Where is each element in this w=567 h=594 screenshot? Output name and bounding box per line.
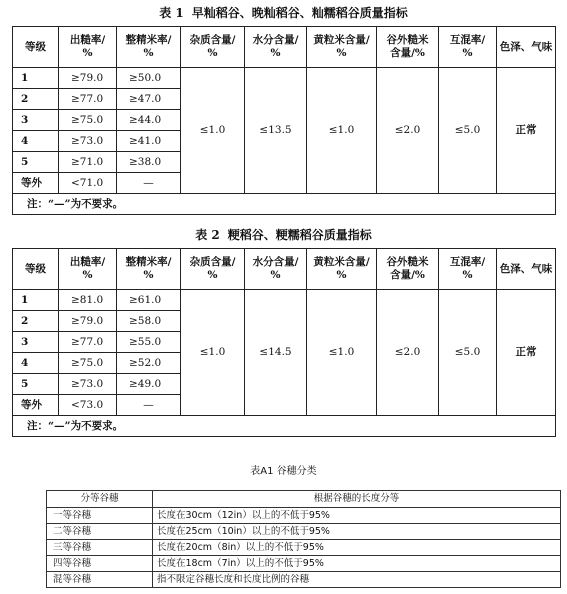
grade-cell: 5: [13, 152, 59, 173]
grade-cell: 等外: [13, 173, 59, 194]
header-mix-rate: 互混率/ %: [439, 249, 497, 290]
header-head-rice-rate: 整精米率/ %: [117, 27, 181, 68]
table2-quality-indicators: [12, 248, 556, 437]
header-head-rice-rate: 整精米率/ %: [117, 249, 181, 290]
panicle-criteria-cell: 长度在20cm（8in）以上的不低于95%: [153, 540, 561, 556]
tableA1-panicle-classification: [46, 490, 561, 588]
header-moisture: 水分含量/ %: [245, 249, 307, 290]
header-mix-rate: 互混率/ %: [439, 27, 497, 68]
moisture-cell: ≤13.5: [245, 68, 307, 194]
color-odor-cell: 正常: [497, 290, 556, 416]
grade-cell: 2: [13, 311, 59, 332]
table1-caption-text: 早籼稻谷、晚籼稻谷、籼糯稻谷质量指标: [191, 6, 408, 20]
brown-rice-outside-cell: ≤2.0: [377, 290, 439, 416]
grade-cell: 1: [13, 68, 59, 89]
yellow-grain-cell: ≤1.0: [307, 290, 377, 416]
brown-rice-outside-cell: ≤2.0: [377, 68, 439, 194]
rough-rice-cell: <71.0: [59, 173, 117, 194]
head-rice-cell: ≥55.0: [117, 332, 181, 353]
header-yellow-grain: 黄粒米含量/ %: [307, 249, 377, 290]
table2-note: 注：“—”为不要求。: [13, 416, 556, 437]
header-grade: 等级: [13, 27, 59, 68]
head-rice-cell: ≥58.0: [117, 311, 181, 332]
moisture-cell: ≤14.5: [245, 290, 307, 416]
table-row: [47, 508, 561, 524]
header-yellow-grain: 黄粒米含量/ %: [307, 27, 377, 68]
table2-caption-number: 表 2: [195, 228, 220, 242]
rough-rice-cell: <73.0: [59, 395, 117, 416]
header-grade: 等级: [13, 249, 59, 290]
table2-caption-text: 粳稻谷、粳糯稻谷质量指标: [227, 228, 372, 242]
rough-rice-cell: ≥81.0: [59, 290, 117, 311]
mix-rate-cell: ≤5.0: [439, 68, 497, 194]
tableA1-header-row: [47, 491, 561, 508]
grade-cell: 3: [13, 332, 59, 353]
table1-caption-number: 表 1: [159, 6, 184, 20]
head-rice-cell: ≥47.0: [117, 89, 181, 110]
table-row: [47, 556, 561, 572]
impurity-cell: ≤1.0: [181, 68, 245, 194]
panicle-grade-cell: 一等谷穗: [47, 508, 153, 524]
panicle-criteria-cell: 长度在18cm（7in）以上的不低于95%: [153, 556, 561, 572]
header-impurity: 杂质含量/ %: [181, 249, 245, 290]
grade-cell: 4: [13, 131, 59, 152]
panicle-grade-cell: 混等谷穗: [47, 572, 153, 588]
table2-note-row: [13, 416, 556, 437]
panicle-grade-cell: 二等谷穗: [47, 524, 153, 540]
header-color-odor: 色泽、气味: [497, 27, 556, 68]
head-rice-cell: ≥50.0: [117, 68, 181, 89]
rough-rice-cell: ≥77.0: [59, 332, 117, 353]
table1-note-row: [13, 194, 556, 215]
rough-rice-cell: ≥75.0: [59, 110, 117, 131]
mix-rate-cell: ≤5.0: [439, 290, 497, 416]
grade-cell: 2: [13, 89, 59, 110]
head-rice-cell: ≥41.0: [117, 131, 181, 152]
grade-cell: 5: [13, 374, 59, 395]
table-row: [13, 68, 556, 89]
panicle-grade-cell: 四等谷穗: [47, 556, 153, 572]
tableA1-caption: 表A1 谷穗分类: [250, 466, 317, 477]
grade-cell: 等外: [13, 395, 59, 416]
rough-rice-cell: ≥77.0: [59, 89, 117, 110]
color-odor-cell: 正常: [497, 68, 556, 194]
head-rice-cell: —: [117, 173, 181, 194]
rough-rice-cell: ≥79.0: [59, 311, 117, 332]
head-rice-cell: ≥38.0: [117, 152, 181, 173]
head-rice-cell: ≥52.0: [117, 353, 181, 374]
header-rough-rice-rate: 出糙率/ %: [59, 27, 117, 68]
table-row: [47, 524, 561, 540]
header-rough-rice-rate: 出糙率/ %: [59, 249, 117, 290]
table1-header-row: [13, 27, 556, 68]
header-brown-rice-outside: 谷外糙米 含量/%: [377, 27, 439, 68]
head-rice-cell: —: [117, 395, 181, 416]
table-row: [47, 572, 561, 588]
table1-quality-indicators: [12, 26, 556, 215]
table-row: [13, 290, 556, 311]
rough-rice-cell: ≥73.0: [59, 131, 117, 152]
head-rice-cell: ≥61.0: [117, 290, 181, 311]
rough-rice-cell: ≥73.0: [59, 374, 117, 395]
tableA1-header-criteria: 根据谷穗的长度分等: [153, 491, 561, 508]
panicle-criteria-cell: 长度在25cm（10in）以上的不低于95%: [153, 524, 561, 540]
table2-header-row: [13, 249, 556, 290]
yellow-grain-cell: ≤1.0: [307, 68, 377, 194]
rough-rice-cell: ≥75.0: [59, 353, 117, 374]
grade-cell: 1: [13, 290, 59, 311]
head-rice-cell: ≥49.0: [117, 374, 181, 395]
header-color-odor: 色泽、气味: [497, 249, 556, 290]
impurity-cell: ≤1.0: [181, 290, 245, 416]
panicle-grade-cell: 三等谷穗: [47, 540, 153, 556]
head-rice-cell: ≥44.0: [117, 110, 181, 131]
tableA1-header-grade: 分等谷穗: [47, 491, 153, 508]
table1-caption: [0, 6, 567, 20]
table2-caption: [0, 228, 567, 242]
header-impurity: 杂质含量/ %: [181, 27, 245, 68]
header-brown-rice-outside: 谷外糙米 含量/%: [377, 249, 439, 290]
grade-cell: 4: [13, 353, 59, 374]
grade-cell: 3: [13, 110, 59, 131]
header-moisture: 水分含量/ %: [245, 27, 307, 68]
panicle-criteria-cell: 指不限定谷穗长度和长度比例的谷穗: [153, 572, 561, 588]
panicle-criteria-cell: 长度在30cm（12in）以上的不低于95%: [153, 508, 561, 524]
rough-rice-cell: ≥79.0: [59, 68, 117, 89]
rough-rice-cell: ≥71.0: [59, 152, 117, 173]
table1-note: 注：“—”为不要求。: [13, 194, 556, 215]
table-row: [47, 540, 561, 556]
